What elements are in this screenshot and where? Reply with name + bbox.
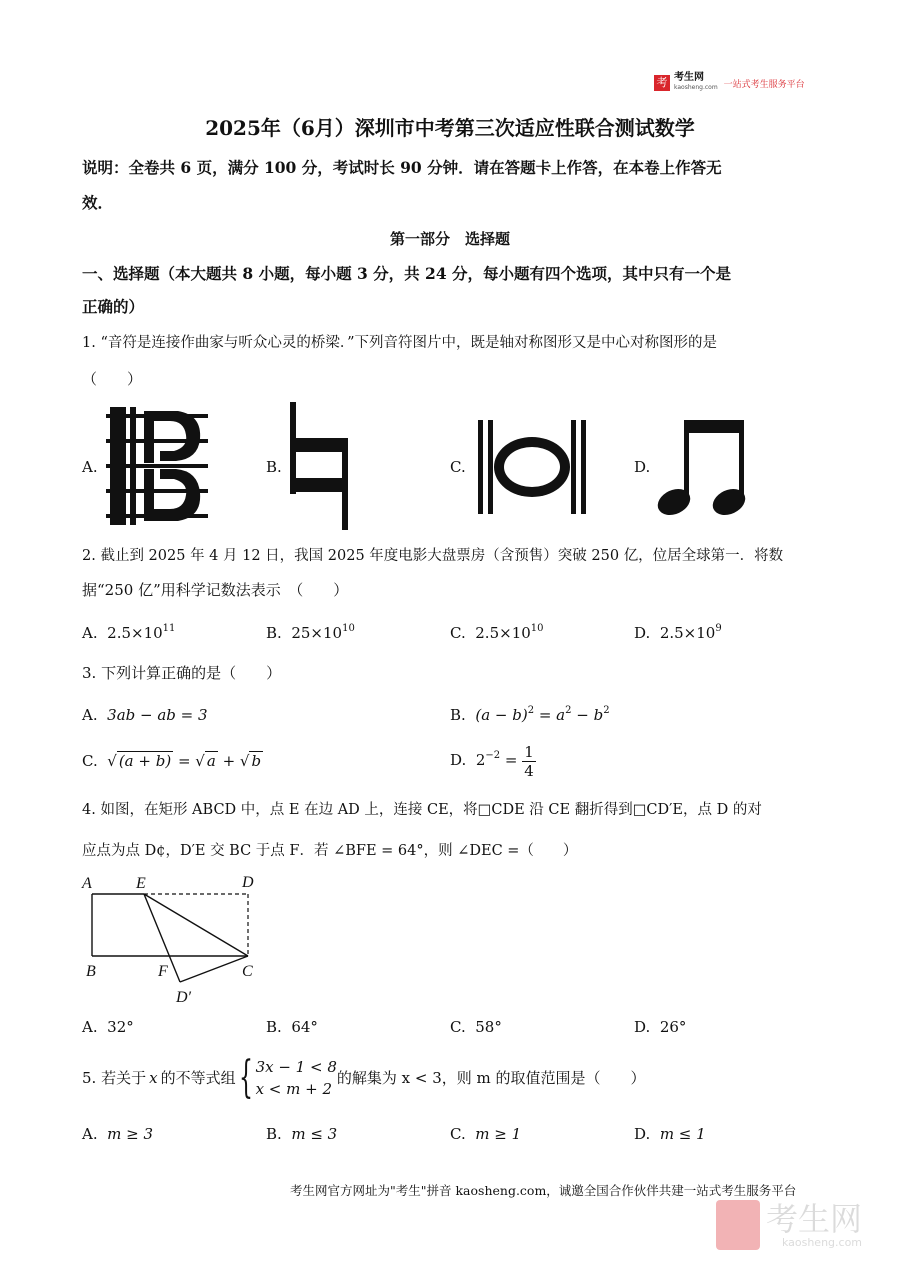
q2-option-a [82, 622, 175, 647]
logo-slogan: 一站式考生服务平台 [723, 79, 805, 90]
rectangle-fold-figure [80, 870, 270, 1010]
q1-option-a-label: A. [82, 458, 98, 476]
q4-option-d-label: D. [634, 1018, 651, 1036]
q5-stem [82, 1052, 646, 1103]
fig-label-e: E [136, 875, 146, 892]
q5-mid: 的不等式组 [160, 1069, 236, 1087]
q4-option-c-value: 58° [475, 1018, 502, 1036]
q3-option-a-expr: 3ab − ab = 3 [107, 706, 208, 724]
section-heading-line-2: 正确的） [82, 297, 145, 316]
sqrt-icon: √ [195, 752, 205, 770]
q1-stem-line-1: 1. “音符是连接作曲家与听众心灵的桥梁．”下列音符图片中，既是轴对称图形又是中心对称图形的是 [82, 335, 718, 351]
logo-brand: 考生网 [674, 72, 704, 83]
footer-note: 考生网官方网址为"考生"拼音 kaosheng.com，诚邀全国合作伙伴共建一站式考生服务平台 [290, 1183, 797, 1198]
double-whole-note-icon [474, 418, 590, 516]
q5-ineq-1: 3x − 1 < 8 [255, 1058, 337, 1076]
q3-option-d-exp: −2 [485, 750, 501, 761]
q4-option-d [634, 1016, 686, 1038]
q1-option-c-label: C. [450, 458, 466, 476]
q2-option-d-exp: 9 [715, 623, 722, 634]
q5-post: 的解集为 x < 3，则 m 的取值范围是（ ） [336, 1069, 646, 1087]
q2-option-a-label: A. [82, 624, 98, 642]
q5-option-b-label: B. [266, 1125, 282, 1143]
q5-option-c [450, 1123, 521, 1145]
q3-option-b-expr: (a − b) [475, 706, 528, 724]
q4-option-d-value: 26° [659, 1018, 687, 1036]
sqrt-icon: √ [107, 752, 117, 770]
q5-ineq-2: x < m + 2 [255, 1080, 333, 1098]
q2-option-a-base: 2.5×10 [107, 624, 163, 642]
q4-option-c [450, 1016, 502, 1038]
fig-label-b: B [86, 963, 96, 980]
q5-option-b [266, 1123, 337, 1145]
q1-option-d-label: D. [634, 458, 651, 476]
q4-option-b-label: B. [266, 1018, 282, 1036]
fig-label-a: A [82, 875, 92, 892]
brace-icon: { [238, 1052, 253, 1103]
q3-option-c-r1: a [206, 752, 216, 770]
q3-option-d [450, 742, 536, 781]
q2-stem-line-1: 2. 截止到 2025 年 4 月 12 日，我国 2025 年度电影大盘票房（含预售）突破 250 亿，位居全球第一．将数 [82, 548, 784, 564]
q5-option-a-value: m ≥ 3 [107, 1125, 154, 1143]
q1-option-b-label: B. [266, 458, 282, 476]
q2-option-c-exp: 10 [530, 623, 544, 634]
part-heading: 第一部分 选择题 [389, 230, 510, 248]
q5-option-a-label: A. [82, 1125, 98, 1143]
q3-option-c-label: C. [82, 752, 98, 770]
fig-label-d-prime: D′ [176, 989, 192, 1006]
q5-pre: 5. 若关于 [82, 1069, 147, 1087]
q2-option-c-label: C. [450, 624, 466, 642]
natural-sign-icon [286, 400, 352, 532]
beamed-eighth-notes-icon [654, 418, 754, 518]
q3-option-d-eq: = [500, 751, 523, 769]
q4-option-b-value: 64° [291, 1018, 318, 1036]
q5-option-d-label: D. [634, 1125, 651, 1143]
q2-option-b-label: B. [266, 624, 282, 642]
q3-option-c-inner: (a + b) [118, 752, 172, 770]
q3-option-d-fraction [522, 743, 536, 780]
watermark-logo-icon [716, 1200, 760, 1250]
q4-option-a-value: 32° [107, 1018, 134, 1036]
sqrt-icon: √ [239, 752, 250, 770]
q2-option-d-label: D. [634, 624, 651, 642]
q2-option-c-base: 2.5×10 [475, 624, 531, 642]
q4-option-a-label: A. [82, 1018, 98, 1036]
watermark-site: kaosheng.com [781, 1236, 863, 1249]
q5-system [256, 1056, 337, 1100]
q3-option-b [450, 704, 610, 729]
q3-option-d-base: 2 [475, 751, 486, 769]
c-clef-icon [104, 405, 210, 527]
q5-option-d-value: m ≤ 1 [659, 1125, 706, 1143]
q3-option-d-label: D. [450, 751, 467, 769]
logo-mark-icon: 考 [654, 75, 670, 91]
q4-option-a [82, 1016, 134, 1038]
q3-option-a [82, 704, 208, 726]
q3-option-b-rest2: − b [571, 706, 604, 724]
q3-option-d-den: 4 [524, 761, 534, 780]
q1-stem-line-2: （ ） [82, 370, 143, 388]
logo-site: kaosheng.com [674, 84, 718, 91]
q3-option-c-r2: b [251, 752, 262, 770]
q5-option-c-value: m ≥ 1 [475, 1125, 522, 1143]
q2-option-a-exp: 11 [162, 623, 176, 634]
q5-option-c-label: C. [450, 1125, 466, 1143]
q2-option-b-base: 25×10 [291, 624, 343, 642]
fig-label-f: F [158, 963, 168, 980]
q4-option-b [266, 1016, 318, 1038]
watermark [716, 1200, 862, 1250]
q2-option-d [634, 622, 722, 647]
section-heading-line-1: 一、选择题（本大题共 8 小题，每小题 3 分，共 24 分，每小题有四个选项，其中只有一个是 [82, 264, 732, 283]
q2-option-d-base: 2.5×10 [659, 624, 716, 642]
q3-option-b-rest: = a [534, 706, 566, 724]
q5-option-d [634, 1123, 706, 1145]
watermark-text: 考生网 [766, 1200, 863, 1238]
fig-label-c: C [242, 963, 253, 980]
notice-line-1: 说明：全卷共 6 页，满分 100 分，考试时长 90 分钟．请在答题卡上作答，在本卷上作答无 [82, 158, 722, 177]
q3-option-c-mid: = [173, 752, 196, 770]
q3-option-b-exp2: 2 [565, 705, 572, 716]
notice-line-2: 效． [82, 193, 114, 212]
q3-option-a-label: A. [82, 706, 98, 724]
q5-var: x [149, 1069, 158, 1087]
q4-option-c-label: C. [450, 1018, 466, 1036]
q2-option-b [266, 622, 355, 647]
q5-option-b-value: m ≤ 3 [291, 1125, 338, 1143]
q3-option-b-exp: 2 [527, 705, 535, 716]
q3-option-c [82, 750, 263, 772]
q3-option-b-exp3: 2 [603, 705, 610, 716]
q4-stem-line-1: 4. 如图，在矩形 ABCD 中，点 E 在边 AD 上，连接 CE，将□CDE 沿 CE 翻折得到□CD′E，点 D 的对 [82, 802, 762, 818]
page-title: 2025年（6月）深圳市中考第三次适应性联合测试数学 [205, 116, 695, 140]
fig-label-d: D [242, 874, 254, 891]
q4-stem-line-2: 应点为点 D¢，D′E 交 BC 于点 F．若 ∠BFE = 64°，则 ∠DEC =（ ） [82, 843, 578, 859]
q3-option-b-label: B. [450, 706, 466, 724]
q5-option-a [82, 1123, 153, 1145]
q2-option-b-exp: 10 [342, 623, 355, 634]
q3-stem: 3. 下列计算正确的是（ ） [82, 664, 282, 682]
q2-stem-line-2: 据“250 亿”用科学记数法表示 （ ） [82, 581, 349, 599]
q2-option-c [450, 622, 544, 647]
q3-option-c-plus: + [217, 752, 240, 770]
q3-option-d-num: 1 [524, 742, 534, 761]
header-logo [654, 73, 805, 93]
